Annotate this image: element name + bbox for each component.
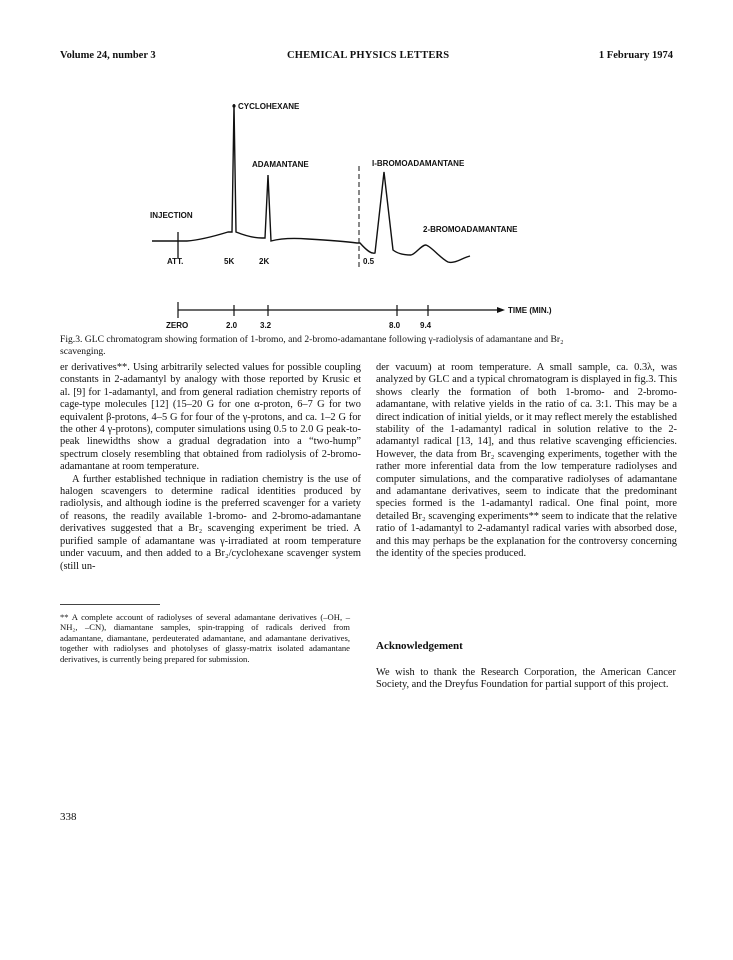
figure-caption <box>60 334 680 358</box>
label-injection: INJECTION <box>150 211 193 220</box>
footnote-divider <box>60 604 160 605</box>
acknowledgement-title: Acknowledgement <box>376 640 463 652</box>
tick-label-8-0: 8.0 <box>389 321 401 330</box>
tick-label-9-4: 9.4 <box>420 321 432 330</box>
label-cyclohexane: CYCLOHEXANE <box>238 102 300 111</box>
right-column <box>376 362 677 561</box>
time-axis-arrow-icon <box>497 307 505 313</box>
label-time-axis: TIME (MIN.) <box>508 306 552 315</box>
acknowledgement-text: We wish to thank the Research Corporation, the American Cancer Society, and the Dreyfus Foundation for partial support of this project. <box>376 667 676 691</box>
caption-line-2: scavenging. <box>60 346 106 357</box>
label-att-2k: 2K <box>259 257 270 266</box>
left-paragraph-2: A further established technique in radiation chemistry is the use of halogen scavengers to determine radical identities produced by radiolysis, and although iodine is the preferred scavenger for a variety of reasons, the readily available 1-bromo- and 2-bromo-adamantane derivatives suggested that a Br₂ scavenging experiment be tried. A purified sample of adamantane was γ-irradiated at room temperature under vacuum, and then added to a Br₂/cyclohexane scavenger system (still un- <box>60 473 361 572</box>
label-adamantane: ADAMANTANE <box>252 160 309 169</box>
label-att-0-5: 0.5 <box>363 257 375 266</box>
gc-chromatogram-figure <box>0 0 733 340</box>
tick-label-3-2: 3.2 <box>260 321 272 330</box>
right-paragraph-1: der vacuum) at room temperature. A small sample, ca. 0.3λ, was analyzed by GLC and a typical chromatogram is displayed in fig.3. This shows clearly the formation of both 1-bromo- and 2-bromo-adamantane, with relative yields in the ratio of ca. 3:1. This may be a direct indication of initial yields, or it may reflect merely the established stability of the 1-adamantyl radical in solution relative to the 2-adamantyl radical [13, 14], and thus relative scavenging efficiencies. However, the data from Br₂ scavenging experiments, together with the rather more inferential data from the low temperature radiolyses and computer simulations, and the comparative radiolyses of adamantane and adamantane derivatives, seem to indicate that the predominant species formed is the 1-adamantyl radical. One final point, more detailed Br₂ scavenging experiments** seem to indicate that the relative ratio of 1-adamantyl to 2-adamantyl radical varies with absorbed dose, and this may perhaps be the explanation for the controversy concerning the identity of the species produced. <box>376 362 677 560</box>
header-date: 1 February 1974 <box>598 50 673 61</box>
label-2-bromoadamantane: 2-BROMOADAMANTANE <box>423 225 518 234</box>
cyclohexane-peak-marker <box>232 104 235 107</box>
label-att: ATT. <box>167 257 184 266</box>
page-number: 338 <box>60 811 77 823</box>
header-volume: Volume 24, number 3 <box>60 50 156 61</box>
left-paragraph-1: er derivatives**. Using arbitrarily selected values for possible coupling constants in 2-adamantyl by analogy with those reported by Krusic et al. [9] for 1-adamantyl, and from general radiation chemistry reports of cage-type molecules [12] (15–20 G for one α-proton, 6–7 G for two equivalent β-protons, 4–5 G for four of the γ-protons, and ca. 1–2 G for the other 4 γ-protons), computer simulations using 0.5 to 2.0 G peak-to-peak linewidths show a gradual degradation into a “two-hump” spectrum closely resembling that obtained from radiolysis of 2-bromo-adamantane at room temperature. <box>60 362 361 473</box>
left-column <box>60 362 361 573</box>
tick-label-zero: ZERO <box>166 321 189 330</box>
caption-line-1: Fig.3. GLC chromatogram showing formation of 1-bromo, and 2-bromo-adamantane following γ-radiolysis of adamantane and Br₂ <box>60 334 564 345</box>
chromatogram-trace <box>187 104 470 262</box>
header-journal: CHEMICAL PHYSICS LETTERS <box>287 50 450 61</box>
tick-label-2-0: 2.0 <box>226 321 238 330</box>
footnote: ** A complete account of radiolyses of several adamantane derivatives (–OH, –NH₂, –CN), diamantane samples, spin-trapping of radicals derived from adamantane, diamantane, perdeuterated adamantane, and adamantane derivatives, together with radiolyses and photolyses of glassy-matrix isolated adamantane derivatives, is currently being prepared for submission. <box>60 612 350 664</box>
label-att-5k: 5K <box>224 257 235 266</box>
label-1-bromoadamantane: I-BROMOADAMANTANE <box>372 159 465 168</box>
